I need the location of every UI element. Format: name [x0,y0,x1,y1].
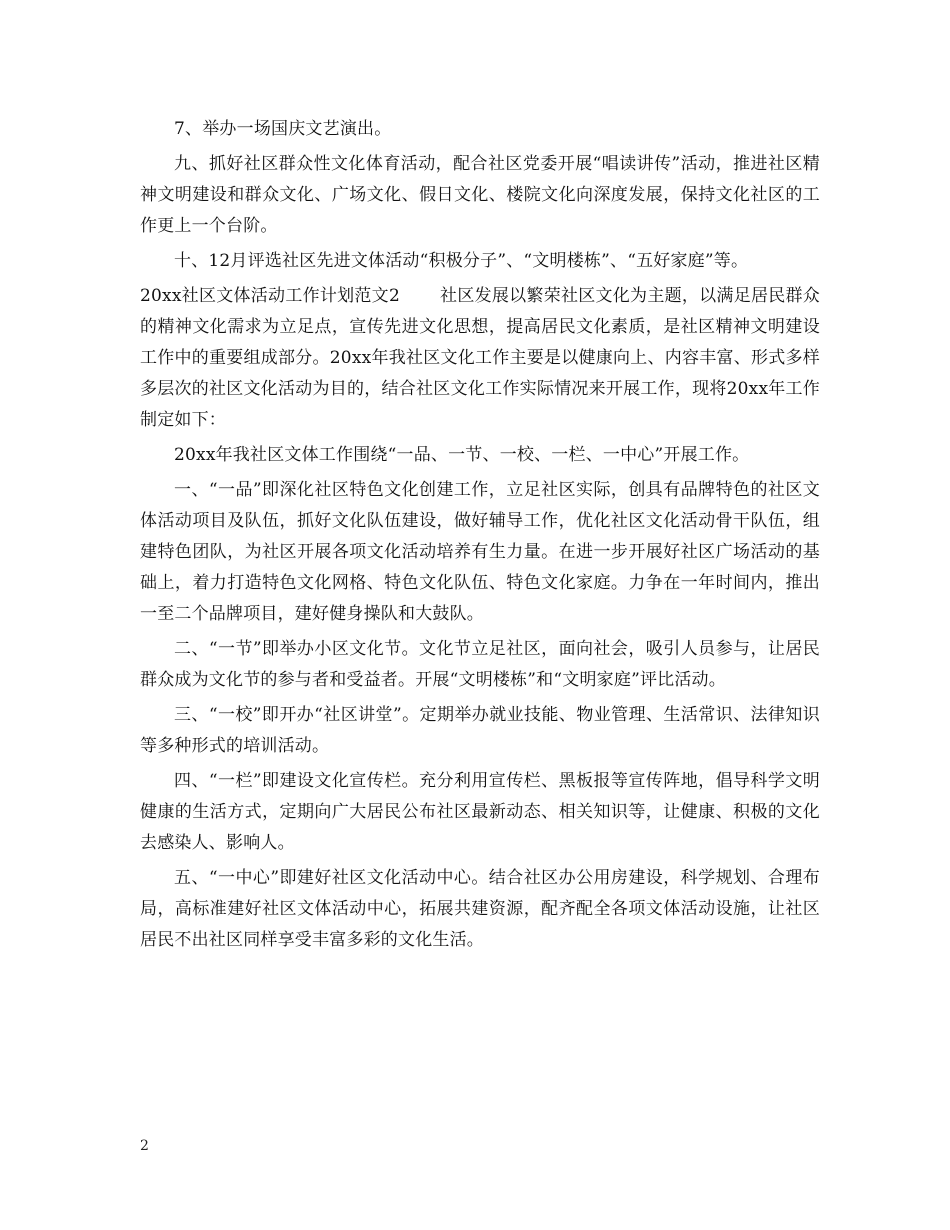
paragraph-yizhongxin: 五、“一中心”即建好社区文化活动中心。结合社区办公用房建设，科学规划、合理布局，高标准建好社区文体活动中心，拓展共建资源，配齐配全各项文体活动设施，让社区居民不出社区同样享受丰富多彩的文化生活。 [140,868,820,950]
paragraph-yixiao: 三、“一校”即开办“社区讲堂”。定期举办就业技能、物业管理、生活常识、法律知识等多种形式的培训活动。 [140,705,820,756]
paragraph-section-10: 十、12月评选社区先进文体活动“积极分子”、“文明楼栋”、“五好家庭”等。 [174,251,749,271]
paragraph-overview: 20xx年我社区文体工作围绕“一品、一节、一校、一栏、一中心”开展工作。 [174,445,750,465]
section-heading: 20xx社区文体活动工作计划范文2 [140,286,400,306]
paragraph-plan-2-intro [140,281,820,436]
paragraph-item-7: 7、举办一场国庆文艺演出。 [174,119,392,139]
intro-text: 社区发展以繁荣社区文化为主题，以满足居民群众的精神文化需求为立足点，宣传先进文化思想，提高居民文化素质，是社区精神文明建设工作中的重要组成部分。20xx年我社区文化工作主要是以健康向上、内容丰富、形式多样多层次的社区文化活动为目的，结合社区文化工作实际情况来开展工作，现将20xx年工作制定如下： [140,286,820,430]
paragraph-yilan: 四、“一栏”即建设文化宣传栏。充分利用宣传栏、黑板报等宣传阵地，倡导科学文明健康的生活方式，定期向广大居民公布社区最新动态、相关知识等，让健康、积极的文化去感染人、影响人。 [140,771,820,853]
paragraph-section-9: 九、抓好社区群众性文化体育活动，配合社区党委开展“唱读讲传”活动，推进社区精神文明建设和群众文化、广场文化、假日文化、楼院文化向深度发展，保持文化社区的工作更上一个台阶。 [140,154,820,236]
document-body [140,114,820,960]
paragraph-yipin: 一、“一品”即深化社区特色文化创建工作，立足社区实际，创具有品牌特色的社区文体活动项目及队伍，抓好文化队伍建设，做好辅导工作，优化社区文化活动骨干队伍，组建特色团队，为社区开展各项文化活动培养有生力量。在进一步开展好社区广场活动的基础上，着力打造特色文化网格、特色文化队伍、特色文化家庭。力争在一年时间内，推出一至二个品牌项目，建好健身操队和大鼓队。 [140,480,820,624]
page-number: 2 [140,1138,149,1154]
paragraph-yijie: 二、“一节”即举办小区文化节。文化节立足社区，面向社会，吸引人员参与，让居民群众成为文化节的参与者和受益者。开展“文明楼栋”和“文明家庭”评比活动。 [140,639,820,690]
